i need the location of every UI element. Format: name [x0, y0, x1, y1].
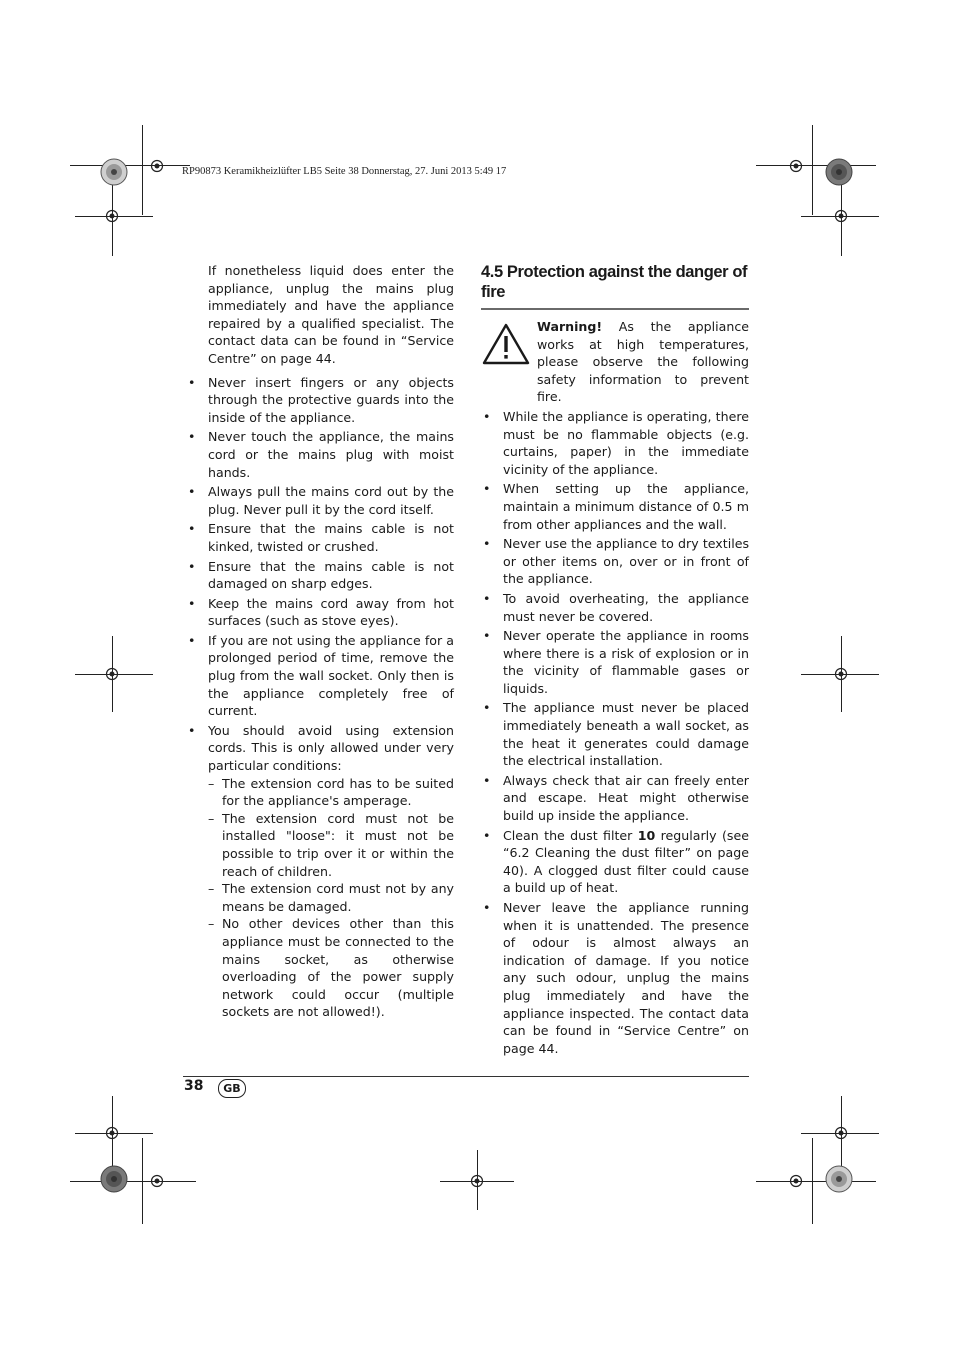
section-divider	[481, 308, 749, 310]
list-item: • Clean the dust filter 10 regularly (see “6.2 Cleaning the dust filter” on page 40). A clogged dust filter could cause a build up of heat.	[483, 827, 749, 896]
sub-list-item: – The extension cord must not be installed "loose": it must not be possible to trip over it or within the reach of children.	[208, 810, 454, 879]
warning-triangle-icon	[481, 318, 537, 406]
warning-label: Warning!	[537, 319, 603, 334]
sub-list-item: – The extension cord must not by any means be damaged.	[208, 881, 454, 914]
list-item: • If you are not using the appliance for a prolonged period of time, remove the plug from the wall socket. Only then is the appliance completely free of current.	[188, 632, 454, 719]
print-header: RP90873 Keramikheizlüfter LB5 Seite 38 Donnerstag, 27. Juni 2013 5:49 17	[182, 166, 507, 177]
page-number: 38	[184, 1078, 204, 1094]
list-item: • While the appliance is operating, there must be no flammable objects (e.g. curtains, paper) in the immediate vicinity of the appliance.	[483, 408, 749, 477]
right-column	[481, 262, 749, 1059]
part-reference-number: 10	[637, 827, 656, 843]
list-item: • To avoid overheating, the appliance must never be covered.	[483, 590, 749, 624]
extension-cord-conditions	[208, 775, 454, 1021]
left-bullet-list	[186, 374, 454, 1021]
section-title: 4.5 Protection against the danger of fire	[481, 263, 748, 301]
fire-safety-list	[481, 408, 749, 1057]
list-item: • Always check that air can freely enter and escape. Heat might otherwise build up inside the appliance.	[483, 772, 749, 824]
list-item: • Never use the appliance to dry textiles or other items on, over or in front of the appliance.	[483, 536, 749, 587]
list-item: • Always pull the mains cord out by the plug. Never pull it by the cord itself.	[188, 484, 454, 517]
list-item: • Ensure that the mains cable is not kinked, twisted or crushed.	[188, 521, 454, 554]
list-item: • Ensure that the mains cable is not damaged on sharp edges.	[188, 558, 454, 592]
intro-paragraph: If nonetheless liquid does enter the appliance, unplug the mains plug immediately and have the appliance repaired by a qualified specialist. The contact data can be found in “Service Centre” on page 44.	[208, 263, 454, 366]
list-item: • Never leave the appliance running when it is unattended. The presence of odour is almost always an indication of damage. If you notice any such odour, unplug the mains plug immediately and have the appliance inspected. The contact data can be found in “Service Centre” on page 44.	[483, 900, 749, 1056]
footer-divider	[183, 1076, 749, 1077]
sub-list-item: – The extension cord has to be suited for the appliance's amperage.	[208, 775, 454, 809]
list-item: • You should avoid using extension cords. This is only allowed under very particular conditions: – The extension cord has to be suited for the appliance's amperage. – The extension cord must not be installed "loose": it must not be possible to trip over it or within the reach of children. – The extension cord must not by any means be damaged. – No other devices other than this appliance must be connected to the mains socket, as otherwise overloading of the power supply network could occur (multiple sockets are not allowed!).	[188, 722, 454, 1020]
list-item: • Never touch the appliance, the mains cord or the mains plug with moist hands.	[188, 429, 454, 480]
list-item: • When setting up the appliance, maintain a minimum distance of 0.5 m from other appliances and the wall.	[483, 481, 749, 532]
language-badge: GB	[218, 1079, 246, 1098]
warning-text: Warning! As the appliance works at high temperatures, please observe the following safety information to prevent fire.	[537, 319, 749, 405]
left-column	[186, 262, 454, 1023]
list-item: • Keep the mains cord away from hot surfaces (such as stove eyes).	[188, 595, 454, 629]
sub-list-item: – No other devices other than this appliance must be connected to the mains socket, as otherwise overloading of the power supply network could occur (multiple sockets are not allowed!).	[208, 916, 454, 1020]
list-item: • Never insert fingers or any objects through the protective guards into the inside of the appliance.	[188, 374, 454, 425]
list-item: • The appliance must never be placed immediately beneath a wall socket, as the heat it generates could damage the electrical installation.	[483, 700, 749, 769]
list-item: • Never operate the appliance in rooms where there is a risk of explosion or in the vicinity of flammable gases or liquids.	[483, 628, 749, 696]
warning-block	[481, 318, 749, 406]
